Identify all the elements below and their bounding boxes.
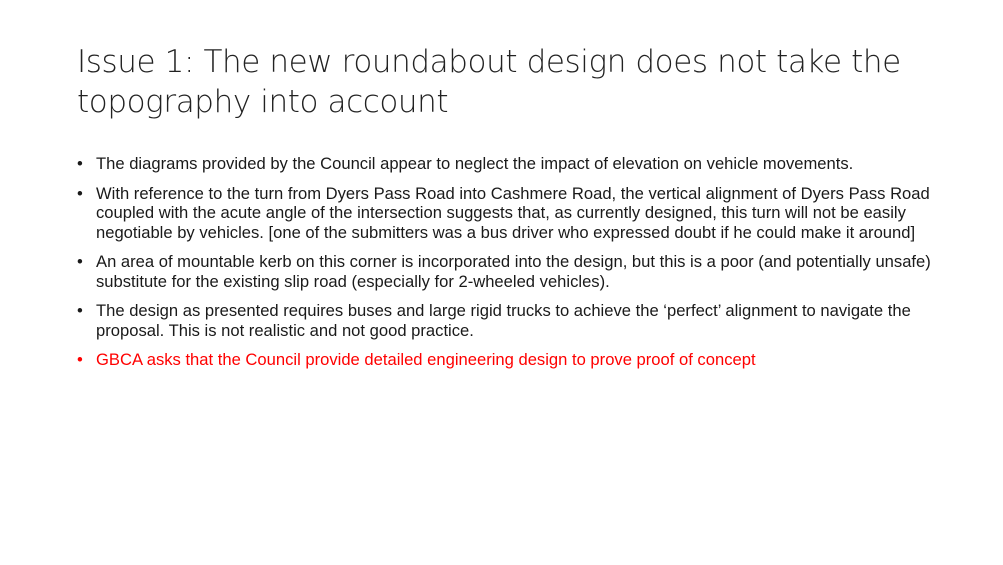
bullet-item (77, 252, 957, 291)
bullet-item-highlight (77, 350, 957, 370)
bullet-dot: • (77, 301, 83, 320)
bullet-item (77, 154, 957, 174)
bullet-text: The design as presented requires buses and large rigid trucks to achieve the ‘perfect’ alignment to navigate the proposal. This is not realistic and not good practice. (96, 301, 911, 340)
bullet-dot: • (77, 154, 83, 173)
bullet-item (77, 184, 957, 243)
bullet-dot: • (77, 183, 83, 203)
bullet-text: With reference to the turn from Dyers Pass Road into Cashmere Road, the vertical alignment of Dyers Pass Road coupled with the acute angle of the intersection suggests that, as currently designed, this turn will not be easily negotiable by vehicles. [one of the submitters was a bus driver who expressed doubt if he could make it around] (96, 183, 930, 242)
bullet-text: An area of mountable kerb on this corner is incorporated into the design, but this is a poor (and potentially unsafe) substitute for the existing slip road (especially for 2-wheeled vehicles). (96, 252, 931, 291)
slide-title: Issue 1: The new roundabout design does not take the topography into account (77, 44, 901, 120)
bullet-item (77, 301, 957, 340)
bullet-list (77, 154, 957, 380)
bullet-dot: • (77, 350, 83, 369)
bullet-text: GBCA asks that the Council provide detailed engineering design to prove proof of concept (96, 350, 756, 369)
bullet-text: The diagrams provided by the Council appear to neglect the impact of elevation on vehicle movements. (96, 154, 854, 173)
bullet-dot: • (77, 252, 83, 271)
